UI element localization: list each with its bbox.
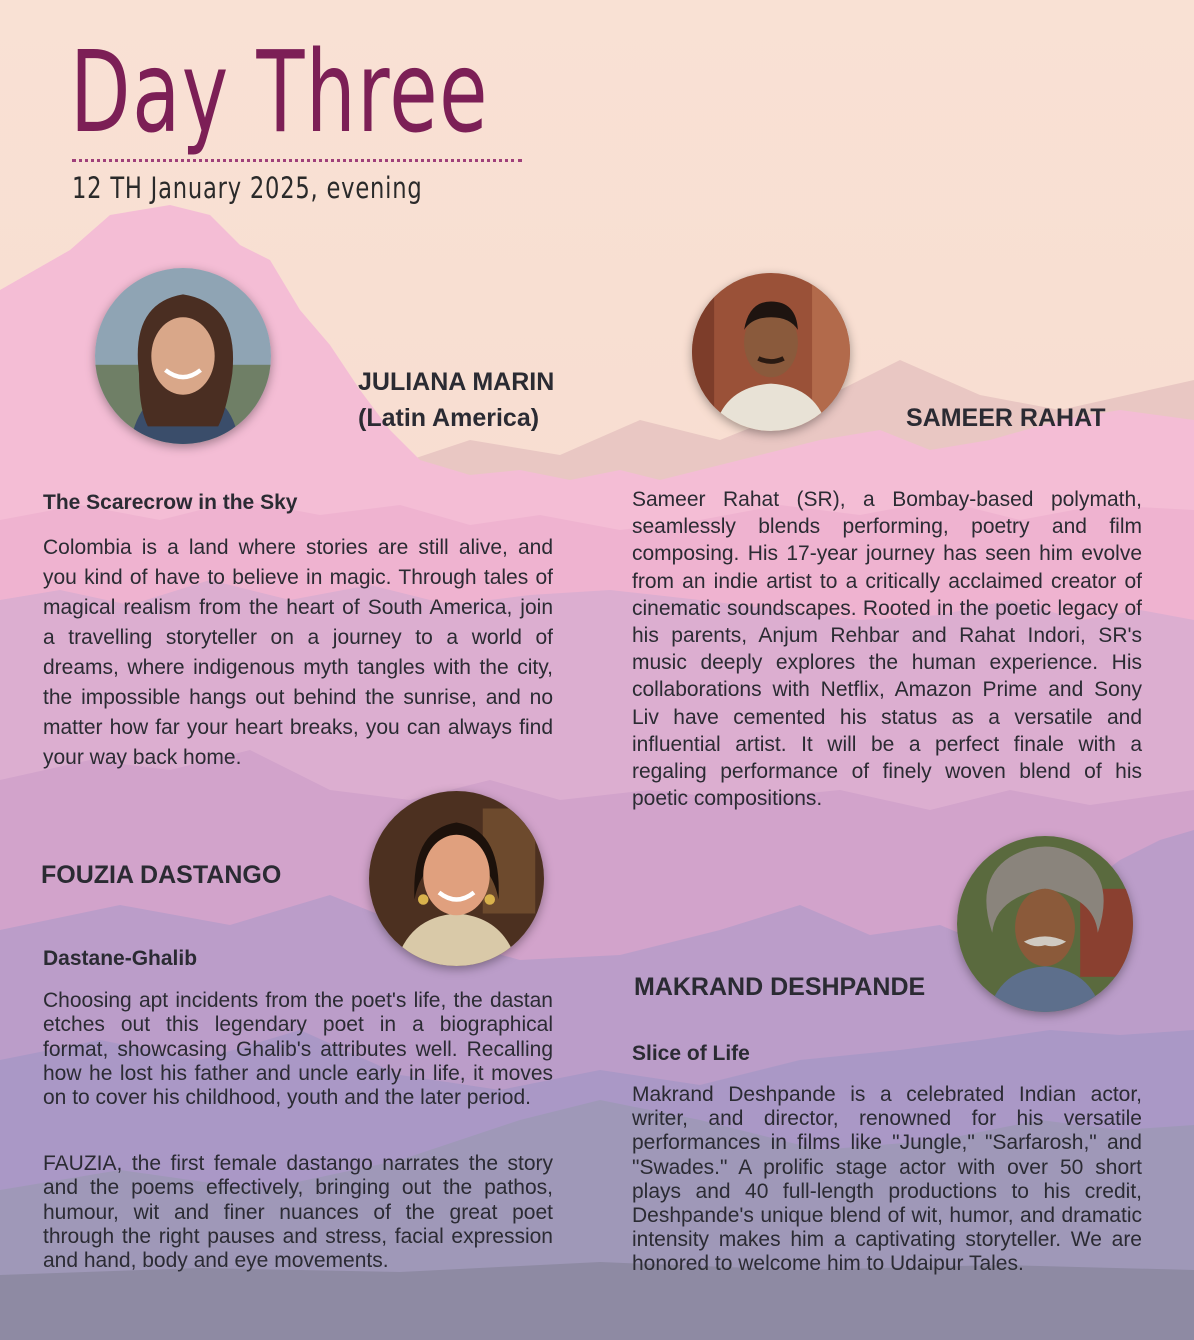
fouzia-description-1: Choosing apt incidents from the poet's life, the dastan etches out this legendary poet in a biographical format, showcasing Ghalib's attributes well. Recalling how he lost his father and uncle early in life, it moves on to cover his childhood, youth and the later period. [43,989,553,1110]
makrand-deshpande-name: MAKRAND DESHPANDE [634,973,926,1001]
juliana-show-title: The Scarecrow in the Sky [43,491,298,514]
title-divider [72,159,522,162]
fouzia-dastango-name: FOUZIA DASTANGO [41,861,282,889]
juliana-marin-photo [95,268,271,444]
makrand-deshpande-photo [957,836,1133,1012]
fouzia-dastango-photo [369,791,544,966]
sameer-rahat-photo [692,273,850,431]
juliana-marin-name: JULIANA MARIN (Latin America) [358,368,555,432]
sameer-rahat-name: SAMEER RAHAT [906,404,1106,432]
sameer-description: Sameer Rahat (SR), a Bombay-based polymath, seamlessly blends performing, poetry and film composing. His 17-year journey has seen him evolve from an indie artist to a critically acclaimed creator of cinematic soundscapes. Rooted in the poetic legacy of his parents, Anjum Rehbar and Rahat Indori, SR's music deeply explores the human experience. His collaborations with Netflix, Amazon Prime and Sony Liv have cemented his status as a versatile and influential artist. It will be a perfect finale with a regaling performance of finely woven blend of his poetic compositions. [632,488,1142,811]
page-title: Day Three [70,28,490,158]
event-date: 12 TH January 2025, evening [72,171,423,205]
makrand-show-title: Slice of Life [632,1042,750,1065]
fouzia-show-title: Dastane-Ghalib [43,947,198,970]
juliana-description: Colombia is a land where stories are still alive, and you kind of have to believe in magic. Through tales of magical realism from the heart of South America, join a travelling storyteller on a journey to a world of dreams, where indigenous myth tangles with the city, the impossible hangs out behind the sunrise, and no matter how far your heart breaks, you can always find your way back home. [43,536,553,769]
makrand-description: Makrand Deshpande is a celebrated Indian actor, writer, and director, renowned for his versatile performances in films like "Jungle," "Sarfarosh," and "Swades." A prolific stage actor with over 50 short plays and 40 full-length productions to his credit, Deshpande's unique blend of wit, humor, and dramatic intensity makes him a captivating storyteller. We are honored to welcome him to Udaipur Tales. [632,1083,1142,1276]
fouzia-description-2: FAUZIA, the first female dastango narrates the story and the poems effectively, bringing out the pathos, humour, wit and finer nuances of the great poet through the right pauses and stress, facial expression and hand, body and eye movements. [43,1152,553,1273]
